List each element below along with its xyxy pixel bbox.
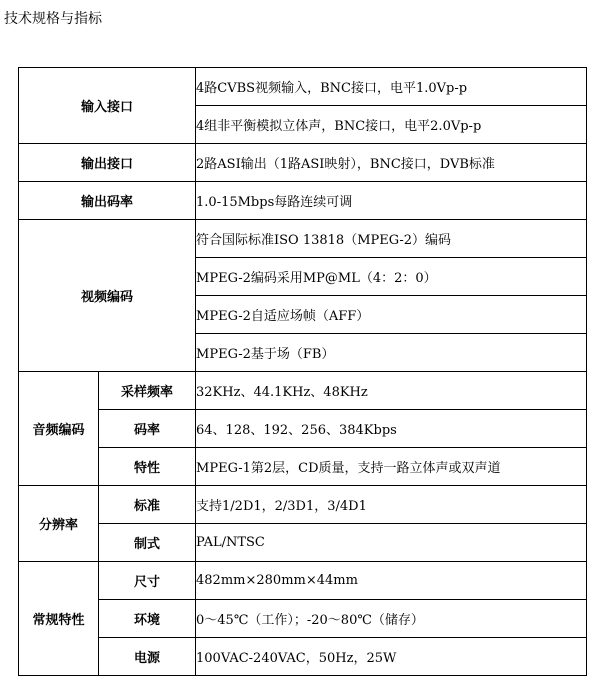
table-row xyxy=(19,562,587,600)
sub-label: 电源 xyxy=(99,638,196,676)
category-video: 视频编码 xyxy=(19,220,196,372)
value-cell: 100VAC-240VAC，50Hz，25W xyxy=(196,638,587,676)
value-cell: 符合国际标准ISO 13818（MPEG-2）编码 xyxy=(196,220,587,258)
table-row xyxy=(19,524,587,562)
value-cell: 支持1/2D1，2/3D1，3/4D1 xyxy=(196,486,587,524)
value-cell: 4组非平衡模拟立体声，BNC接口，电平2.0Vp-p xyxy=(196,106,587,144)
value-cell: MPEG-2自适应场帧（AFF） xyxy=(196,296,587,334)
sub-label: 尺寸 xyxy=(99,562,196,600)
value-cell: MPEG-1第2层，CD质量，支持一路立体声或双声道 xyxy=(196,448,587,486)
table-row xyxy=(19,220,587,258)
page-title: 技术规格与指标 xyxy=(4,11,102,27)
table-row xyxy=(19,410,587,448)
category-general: 常规特性 xyxy=(19,562,99,676)
value-cell: 0～45℃（工作）；-20～80℃（储存） xyxy=(196,600,587,638)
value-cell: 1.0-15Mbps每路连续可调 xyxy=(196,182,587,220)
sub-label: 制式 xyxy=(99,524,196,562)
sub-label: 标准 xyxy=(99,486,196,524)
sub-label: 码率 xyxy=(99,410,196,448)
value-cell: PAL/NTSC xyxy=(196,524,587,562)
table-row xyxy=(19,638,587,676)
table-row xyxy=(19,68,587,106)
value-cell: MPEG-2编码采用MP@ML（4：2：0） xyxy=(196,258,587,296)
sub-label: 特性 xyxy=(99,448,196,486)
table-row xyxy=(19,448,587,486)
table-row xyxy=(19,182,587,220)
table-row xyxy=(19,486,587,524)
sub-label: 采样频率 xyxy=(99,372,196,410)
category-resolution: 分辨率 xyxy=(19,486,99,562)
sub-label: 环境 xyxy=(99,600,196,638)
value-cell: 482mm×280mm×44mm xyxy=(196,562,587,600)
value-cell: 4路CVBS视频输入，BNC接口，电平1.0Vp-p xyxy=(196,68,587,106)
spec-table xyxy=(18,67,587,676)
category-audio: 音频编码 xyxy=(19,372,99,486)
value-cell: MPEG-2基于场（FB） xyxy=(196,334,587,372)
table-row xyxy=(19,600,587,638)
value-cell: 64、128、192、256、384Kbps xyxy=(196,410,587,448)
value-cell: 2路ASI输出（1路ASI映射），BNC接口，DVB标准 xyxy=(196,144,587,182)
category-output: 输出接口 xyxy=(19,144,196,182)
category-bitrate: 输出码率 xyxy=(19,182,196,220)
table-row xyxy=(19,144,587,182)
value-cell: 32KHz、44.1KHz、48KHz xyxy=(196,372,587,410)
category-input: 输入接口 xyxy=(19,68,196,144)
table-row xyxy=(19,372,587,410)
